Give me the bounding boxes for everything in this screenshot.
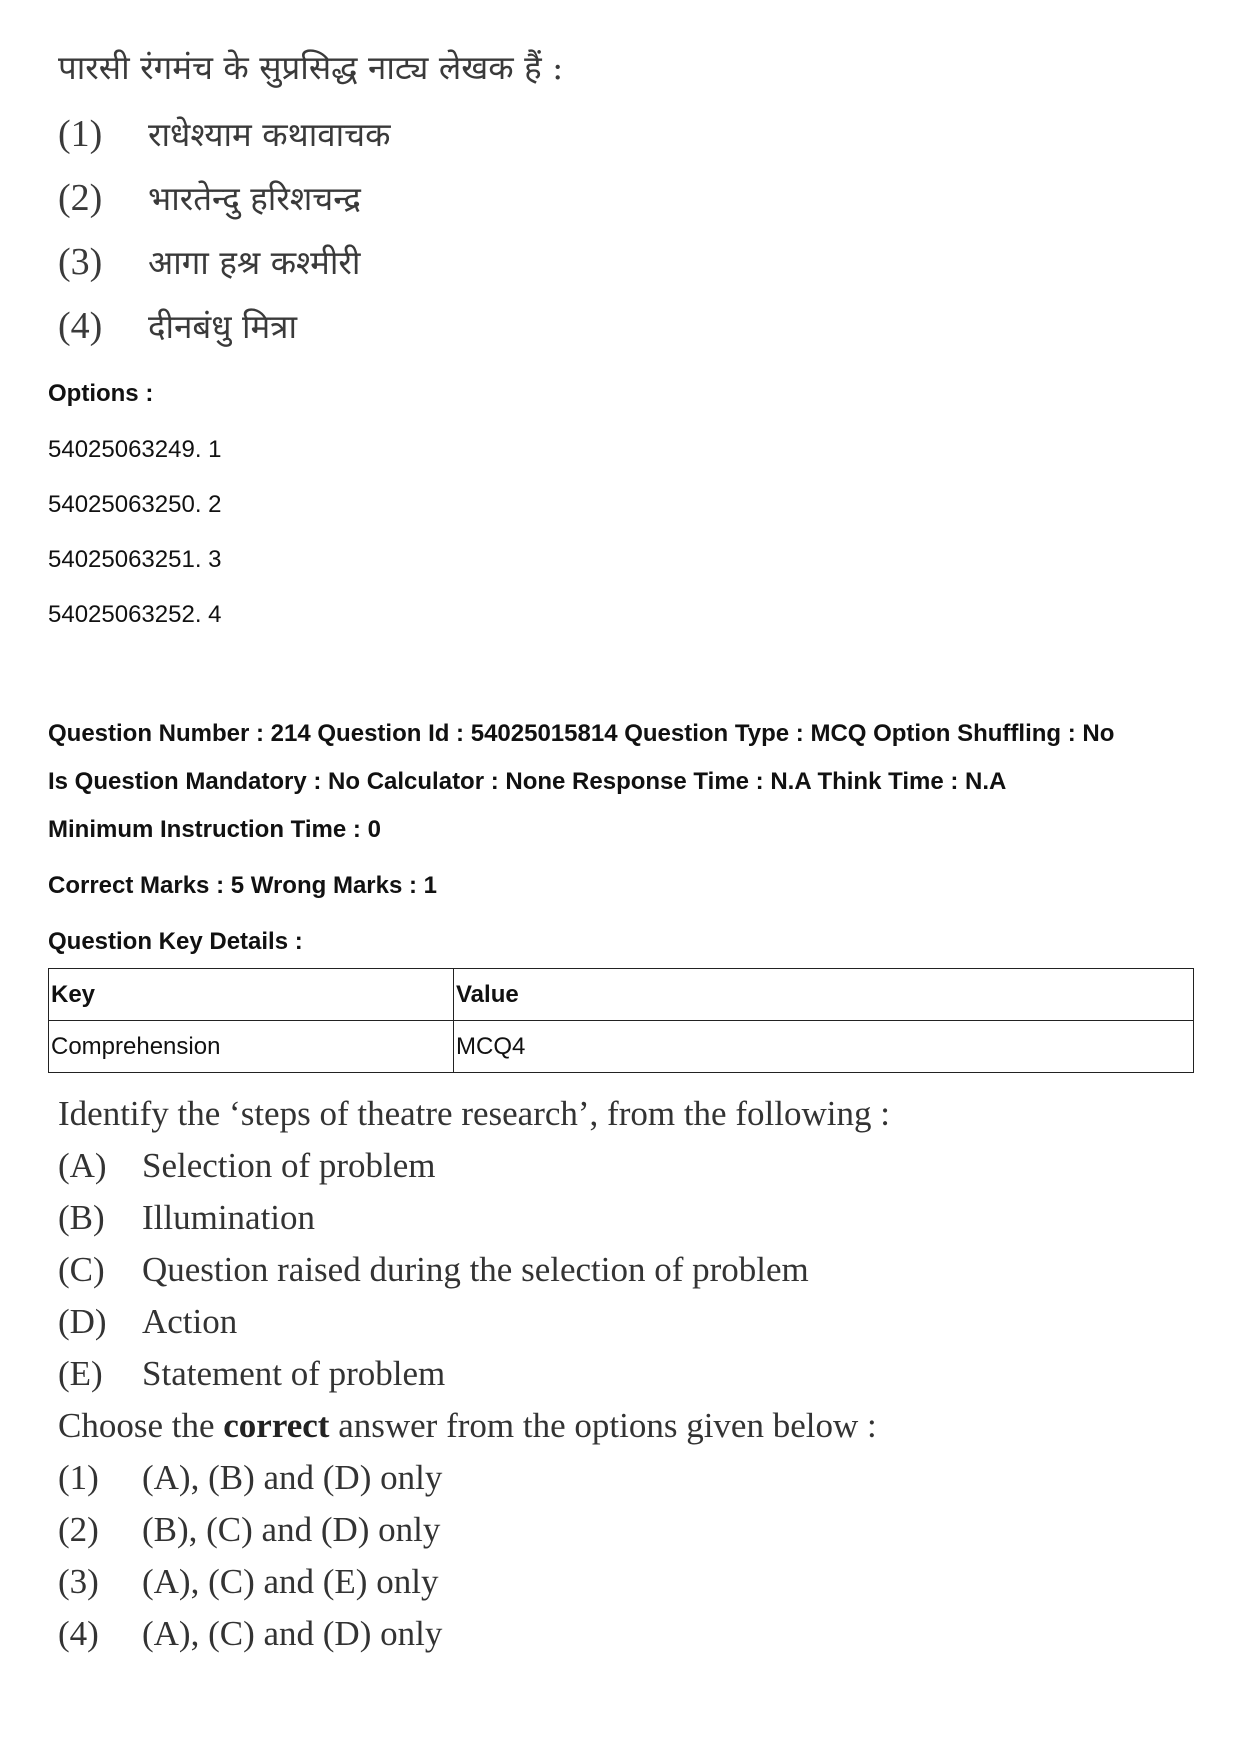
option-id-3: 54025063251. 3 — [48, 546, 222, 573]
hindi-option-number: (3) — [58, 241, 103, 283]
answer-number: (2) — [58, 1510, 99, 1549]
question-meta-line-3: Minimum Instruction Time : 0 — [48, 816, 381, 843]
hindi-option-text: राधेश्याम कथावाचक — [148, 115, 391, 154]
table-row — [49, 1021, 1194, 1073]
hindi-option-number: (1) — [58, 113, 103, 155]
key-details-heading: Question Key Details : — [48, 928, 303, 955]
hindi-option-text: आगा हश्र कश्मीरी — [148, 243, 361, 282]
statement-a — [58, 1144, 436, 1188]
marks-line: Correct Marks : 5 Wrong Marks : 1 — [48, 872, 438, 899]
statement-c — [58, 1248, 809, 1292]
answer-text: (A), (C) and (D) only — [142, 1614, 443, 1653]
hindi-option-number: (4) — [58, 305, 103, 347]
option-id-4: 54025063252. 4 — [48, 601, 222, 628]
statement-tag: (A) — [58, 1146, 107, 1185]
answer-option-2 — [58, 1508, 440, 1552]
answer-text: (A), (C) and (E) only — [142, 1562, 439, 1601]
hindi-option-4 — [58, 304, 297, 349]
statement-tag: (E) — [58, 1354, 103, 1393]
answer-number: (3) — [58, 1562, 99, 1601]
answer-option-1 — [58, 1456, 442, 1500]
statement-b — [58, 1196, 315, 1240]
hindi-option-3 — [58, 240, 360, 285]
statement-tag: (D) — [58, 1302, 107, 1341]
answer-number: (4) — [58, 1614, 99, 1653]
table-header-row — [49, 969, 1194, 1021]
hindi-option-1 — [58, 112, 390, 157]
answer-option-3 — [58, 1560, 438, 1604]
hindi-option-text: भारतेन्दु हरिशचन्द्र — [148, 179, 361, 218]
statement-d — [58, 1300, 237, 1344]
statement-text: Statement of problem — [142, 1354, 446, 1393]
statement-tag: (C) — [58, 1250, 105, 1289]
statement-text: Illumination — [142, 1198, 316, 1237]
table-cell-key: Comprehension — [49, 1021, 454, 1073]
option-id-2: 54025063250. 2 — [48, 491, 222, 518]
question-meta-line-1: Question Number : 214 Question Id : 54025015814 Question Type : MCQ Option Shuffling : No — [48, 720, 1115, 747]
options-heading: Options : — [48, 380, 154, 407]
instruction-emphasis: correct — [223, 1406, 330, 1445]
answer-instruction — [58, 1404, 877, 1448]
table-header-value: Value — [454, 969, 1194, 1021]
english-question-stem: Identify the ‘steps of theatre research’, from the following : — [58, 1094, 890, 1133]
answer-option-4 — [58, 1612, 442, 1656]
statement-text: Question raised during the selection of problem — [142, 1250, 809, 1289]
answer-text: (A), (B) and (D) only — [142, 1458, 443, 1497]
instruction-post: answer from the options given below : — [329, 1406, 877, 1445]
table-cell-value: MCQ4 — [454, 1021, 1194, 1073]
hindi-question-stem: पारसी रंगमंच के सुप्रसिद्ध नाट्य लेखक हैं : — [58, 48, 564, 87]
option-id-1: 54025063249. 1 — [48, 436, 222, 463]
statement-tag: (B) — [58, 1198, 105, 1237]
table-header-key: Key — [49, 969, 454, 1021]
key-details-table — [48, 968, 1194, 1073]
question-meta-line-2: Is Question Mandatory : No Calculator : None Response Time : N.A Think Time : N.A — [48, 768, 1007, 795]
statement-text: Action — [142, 1302, 238, 1341]
statement-e — [58, 1352, 445, 1396]
answer-text: (B), (C) and (D) only — [142, 1510, 441, 1549]
hindi-option-2 — [58, 176, 361, 221]
instruction-pre: Choose the — [58, 1406, 224, 1445]
answer-number: (1) — [58, 1458, 99, 1497]
statement-text: Selection of problem — [142, 1146, 436, 1185]
hindi-option-number: (2) — [58, 177, 103, 219]
hindi-option-text: दीनबंधु मित्रा — [148, 307, 298, 346]
